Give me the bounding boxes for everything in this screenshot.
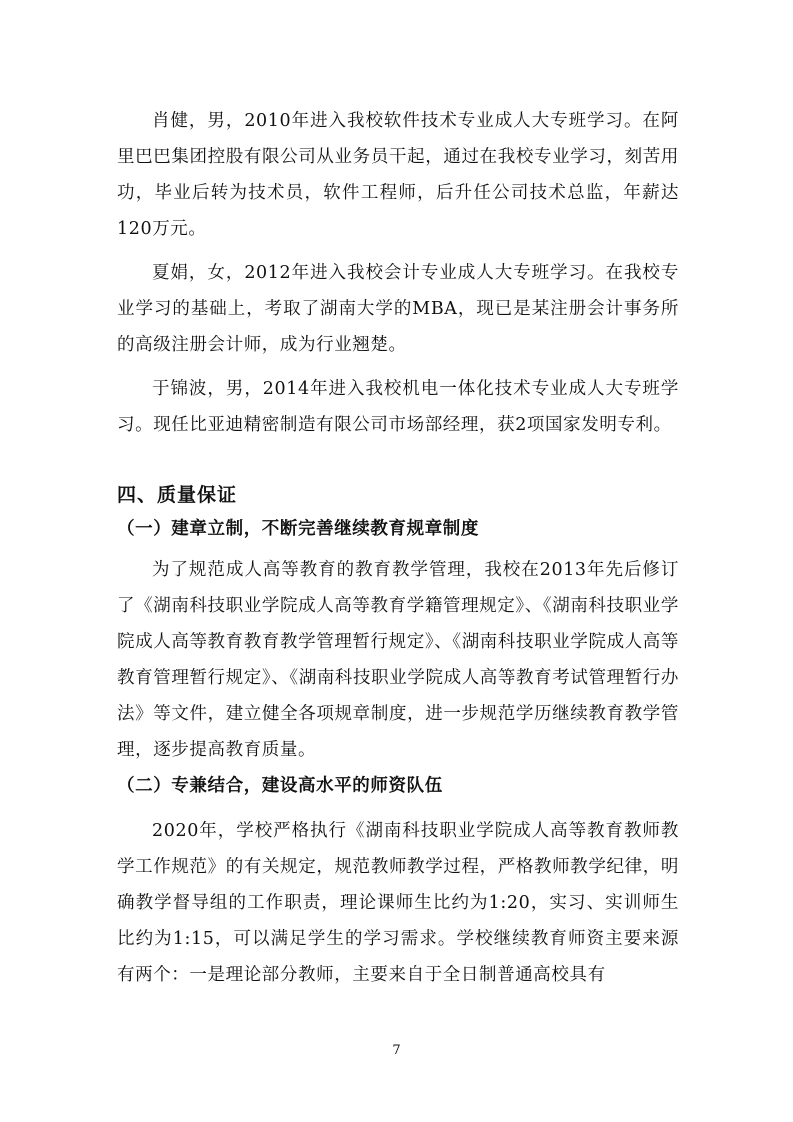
section-heading-quality-assurance: 四、质量保证 xyxy=(117,484,238,506)
paragraph-regulations: 为了规范成人高等教育的教育教学管理，我校在2013年先后修订了《湖南科技职业学院成人高等教育学籍管理规定》、《湖南科技职业学院成人高等教育教育教学管理暂行规定》、《湖南科技职业学院成人高等教育管理暂行规定》、《湖南科技职业学院成人高等教育考试管理暂行办法》等文件，建立健全各项规章制度，进一步规范学历继续教育教学管理，逐步提高教育质量。 xyxy=(117,560,679,760)
paragraph-xia-juan: 夏娟，女，2012年进入我校会计专业成人大专班学习。在我校专业学习的基础上，考取了湖南大学的MBA，现已是某注册会计事务所的高级注册会计师，成为行业翘楚。 xyxy=(117,263,679,355)
paragraph-faculty: 2020年，学校严格执行《湖南科技职业学院成人高等教育教师教学工作规范》的有关规定，规范教师教学过程，严格教师教学纪律，明确教学督导组的工作职责，理论课师生比约为1:20，实习、实训师生比约为1:15，可以满足学生的学习需求。学校继续教育师资主要来源有两个：一是理论部分教师，主要来自于全日制普通高校具有 xyxy=(117,821,679,985)
subsection-heading-faculty: （二）专兼结合，建设高水平的师资队伍 xyxy=(117,776,443,796)
paragraph-xiao-jian: 肖健，男，2010年进入我校软件技术专业成人大专班学习。在阿里巴巴集团控股有限公司从业务员干起，通过在我校专业学习，刻苦用功，毕业后转为技术员，软件工程师，后升任公司技术总监，年薪达120万元。 xyxy=(117,111,679,239)
subsection-heading-regulations: （一）建章立制，不断完善继续教育规章制度 xyxy=(117,519,479,539)
paragraph-yu-jinbo: 于锦波，男，2014年进入我校机电一体化技术专业成人大专班学习。现任比亚迪精密制造有限公司市场部经理，获2项国家发明专利。 xyxy=(117,379,679,435)
page-number: 7 xyxy=(392,1043,401,1058)
